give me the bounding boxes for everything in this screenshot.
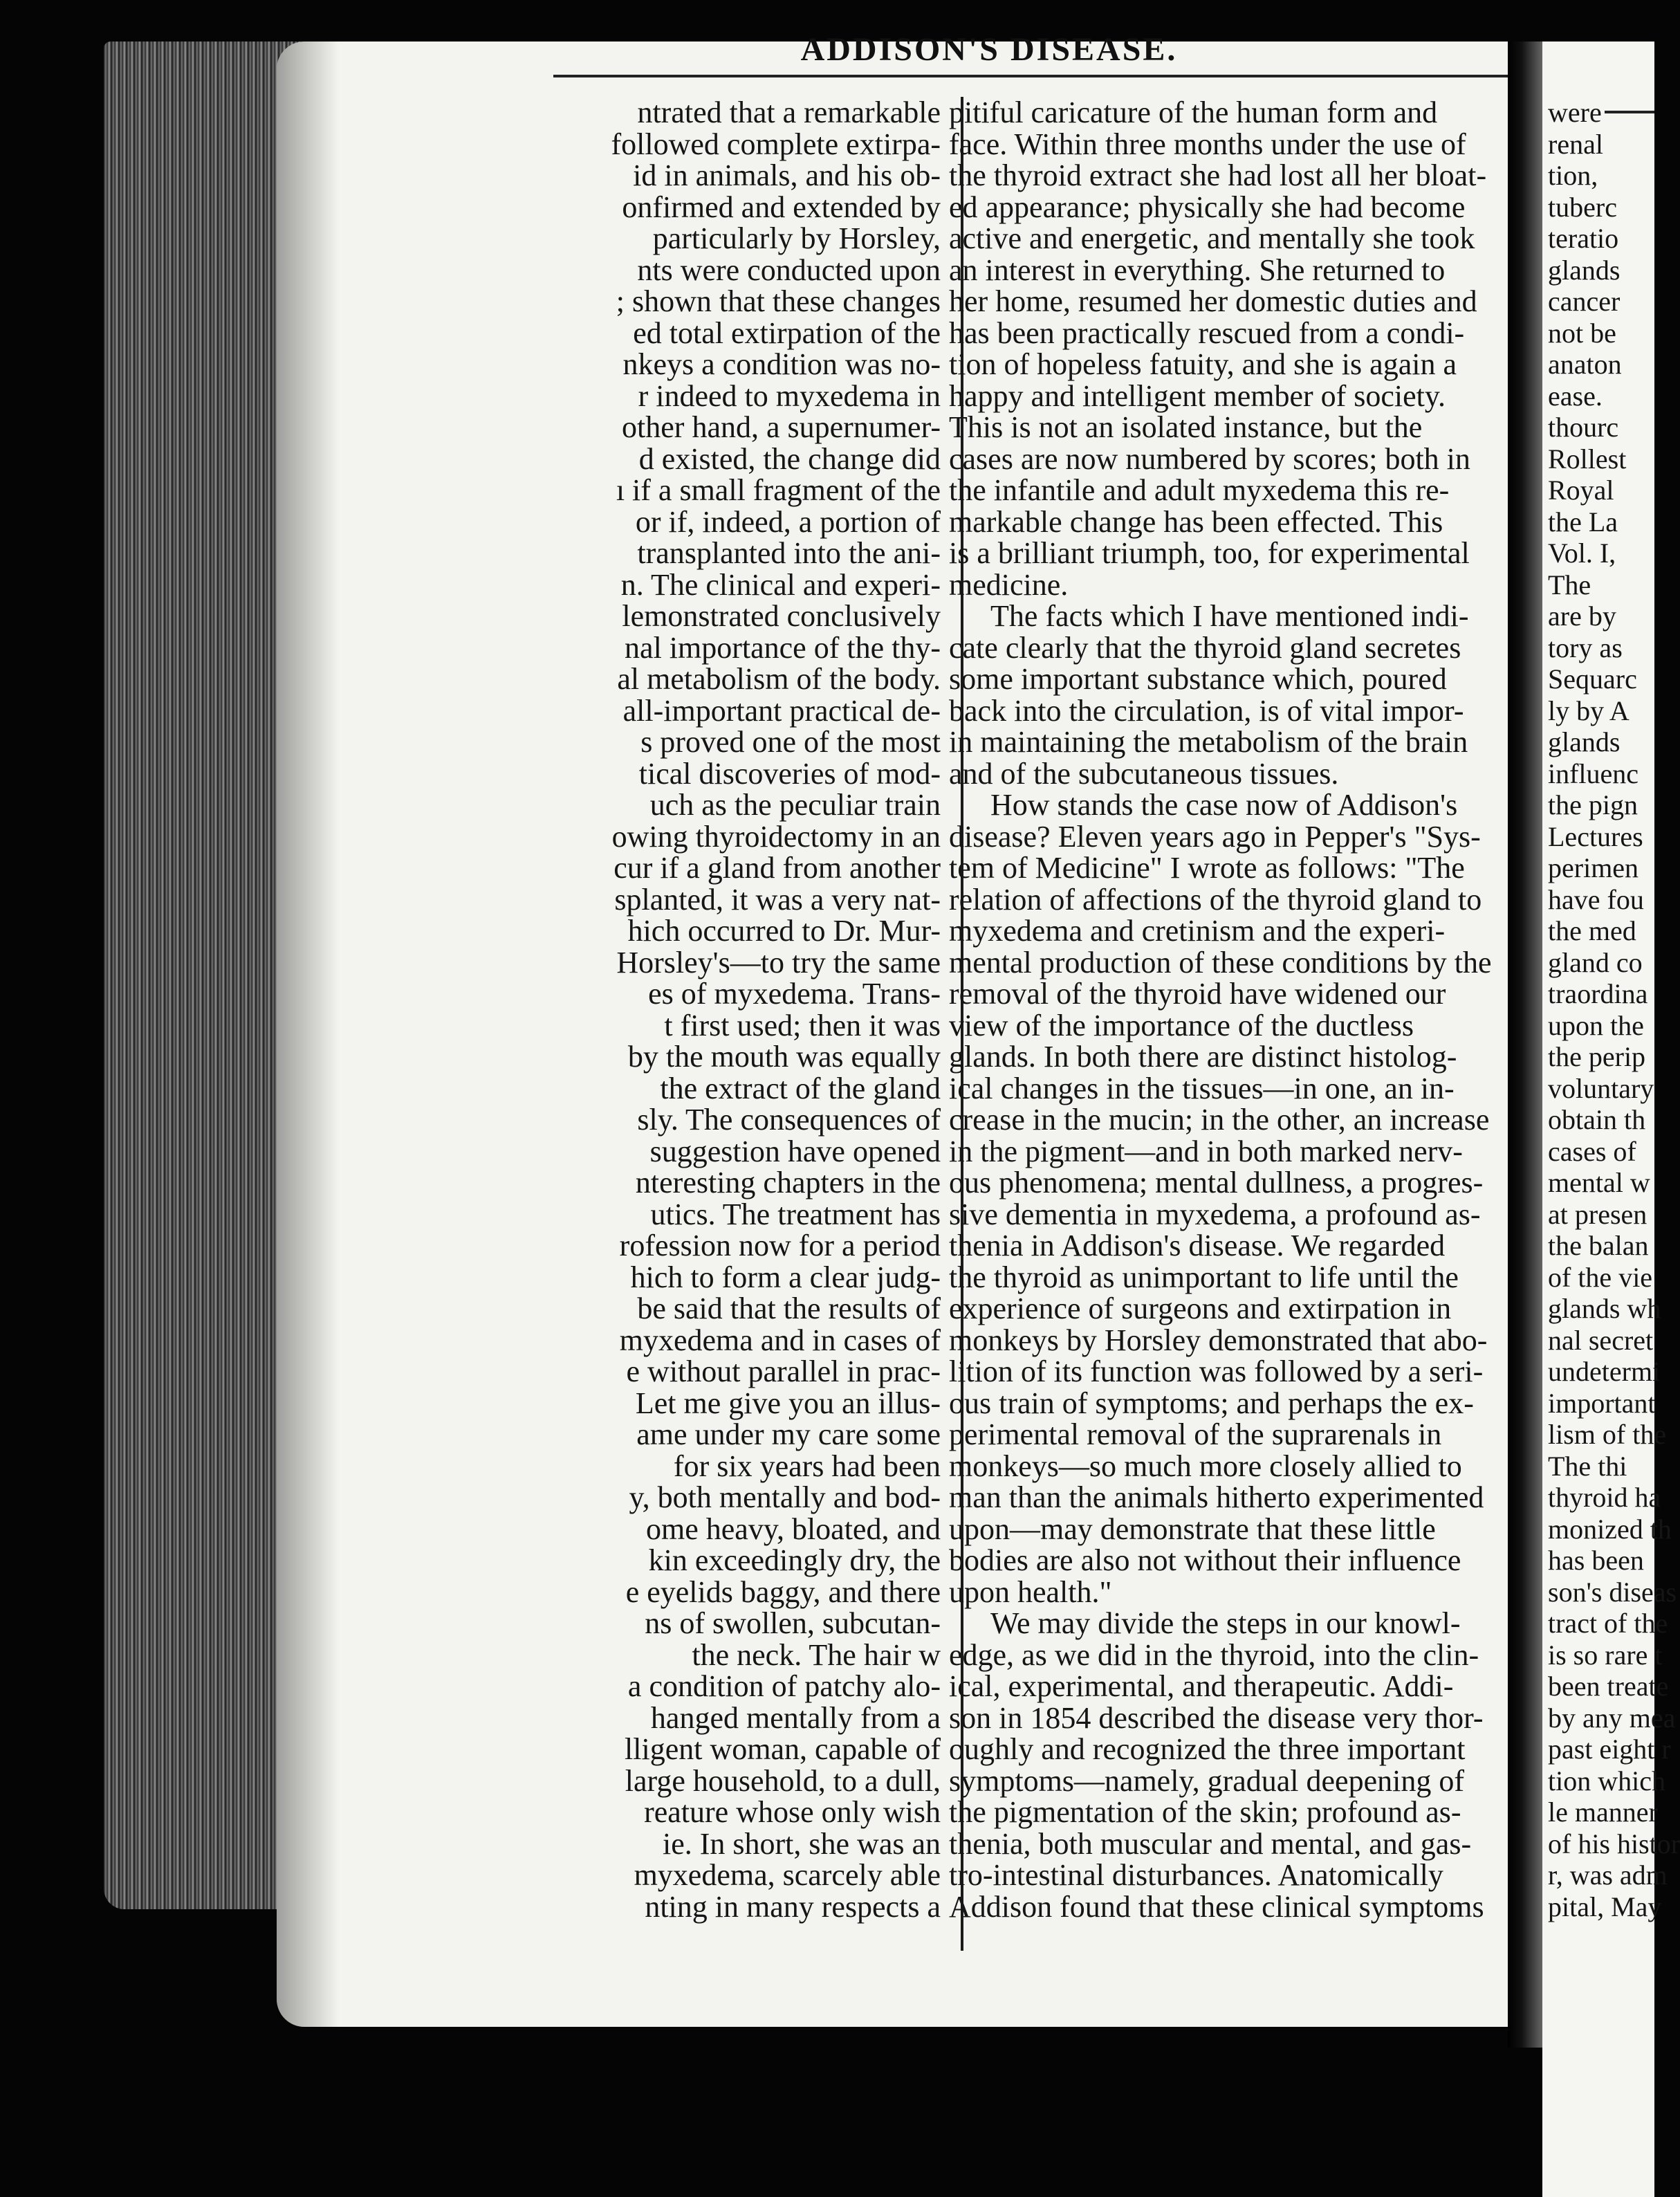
text-line: al metabolism of the body. — [617, 662, 941, 696]
text-line: of his histor — [1548, 1828, 1680, 1859]
text-line: cases are now numbered by scores; both in — [949, 441, 1470, 476]
text-line: the balan — [1548, 1230, 1649, 1261]
text-line: and of the subcutaneous tissues. — [949, 756, 1339, 791]
text-line: thenia in Addison's disease. We regarded — [949, 1229, 1446, 1262]
text-line: the La — [1548, 506, 1618, 537]
text-line: other hand, a supernumer- — [622, 410, 941, 444]
text-line: sive dementia in myxedema, a profound as- — [949, 1197, 1481, 1231]
text-line: for six years had been — [673, 1449, 941, 1483]
text-line: the pign — [1548, 789, 1638, 820]
text-line: are by — [1548, 600, 1616, 632]
text-line: d existed, the change did — [638, 441, 941, 476]
text-line: hich to form a clear judg- — [630, 1260, 941, 1294]
text-line: cate clearly that the thyroid gland secretes — [949, 630, 1461, 665]
text-column-left — [553, 97, 941, 1922]
header-rule — [553, 75, 1508, 77]
text-line: e without parallel in prac- — [626, 1354, 941, 1388]
text-line: ly by A — [1548, 695, 1630, 726]
text-line: the extract of the gland — [660, 1071, 941, 1105]
text-line: tion of hopeless fatuity, and she is again a — [949, 347, 1457, 381]
text-line: reature whose only wish — [644, 1795, 941, 1829]
text-line: We may divide the steps in our knowl- — [990, 1606, 1461, 1640]
text-line: perimen — [1548, 852, 1639, 883]
text-line: Lectures — [1548, 820, 1643, 852]
text-line: happy and intelligent member of society. — [949, 378, 1446, 413]
text-line: nteresting chapters in the — [635, 1166, 941, 1199]
text-line: large household, to a dull, — [625, 1763, 941, 1798]
text-line: myxedema, scarcely able — [634, 1858, 941, 1892]
text-line: some important substance which, poured — [949, 662, 1447, 696]
text-line: ame under my care some — [636, 1417, 941, 1451]
text-line: oughly and recognized the three important — [949, 1732, 1466, 1766]
text-line: thenia, both muscular and mental, and gas- — [949, 1826, 1472, 1861]
text-line: es of myxedema. Trans- — [648, 977, 941, 1011]
text-line: n. The clinical and experi- — [620, 567, 941, 602]
text-line: t first used; then it was — [664, 1008, 941, 1042]
text-line: transplanted into the ani- — [637, 536, 941, 570]
text-line: traordina — [1548, 978, 1648, 1009]
text-line: the infantile and adult myxedema this re- — [949, 473, 1450, 507]
text-line: has been practically rescued from a condi- — [949, 315, 1465, 350]
text-line: tract of the — [1548, 1608, 1668, 1639]
text-line: be said that the results of — [637, 1291, 941, 1325]
text-line: tion which — [1548, 1765, 1665, 1796]
text-line: a condition of patchy alo- — [627, 1669, 941, 1703]
text-line: tion, — [1548, 160, 1598, 191]
running-head: ADDISON'S DISEASE. — [800, 31, 1178, 68]
text-line: nal importance of the thy- — [625, 630, 941, 665]
text-line: active and energetic, and mentally she took — [949, 221, 1475, 255]
text-line: followed complete extirpa- — [611, 127, 941, 161]
text-line: tical discoveries of mod- — [638, 756, 941, 791]
text-line: all-important practical de- — [622, 693, 941, 728]
text-line: disease? Eleven years ago in Pepper's "Sys- — [949, 819, 1481, 854]
text-line: thyroid ha — [1548, 1482, 1661, 1513]
text-line: son's diseas — [1548, 1576, 1677, 1608]
text-line: nting in many respects a — [645, 1889, 941, 1924]
text-line: Sequarc — [1548, 663, 1637, 695]
text-line: obtain th — [1548, 1104, 1646, 1135]
text-line: her home, resumed her domestic duties and — [949, 284, 1477, 318]
text-line: The — [1548, 569, 1591, 600]
text-line: markable change has been effected. This — [949, 504, 1443, 539]
text-line: in the pigment—and in both marked nerv- — [949, 1134, 1463, 1168]
text-line: Let me give you an illus- — [635, 1386, 941, 1420]
text-line: by any mea — [1548, 1702, 1676, 1734]
text-line: nkeys a condition was no- — [622, 347, 941, 381]
text-line: voluntary — [1548, 1072, 1654, 1104]
text-line: nts were conducted upon — [637, 252, 941, 287]
text-line: mental w — [1548, 1167, 1650, 1198]
text-line: lism of the — [1548, 1419, 1667, 1450]
text-line: glands — [1548, 254, 1621, 286]
text-line: perimental removal of the suprarenals in — [949, 1417, 1442, 1451]
text-column-middle — [949, 97, 1523, 1922]
text-line: splanted, it was a very nat- — [614, 882, 941, 917]
text-line: e eyelids baggy, and there — [625, 1574, 941, 1609]
text-line: ous train of symptoms; and perhaps the ex- — [949, 1386, 1474, 1420]
text-line: anaton — [1548, 349, 1622, 380]
text-line: the perip — [1548, 1041, 1646, 1072]
text-line: the neck. The hair w — [692, 1637, 941, 1672]
text-line: Royal — [1548, 475, 1614, 506]
text-line: le manner — [1548, 1796, 1658, 1828]
text-line: particularly by Horsley, — [652, 221, 941, 255]
page-curl-shadow — [277, 42, 339, 2027]
text-line: tuberc — [1548, 191, 1617, 223]
text-line: thourc — [1548, 412, 1619, 443]
text-line: The facts which I have mentioned indi- — [990, 599, 1469, 633]
text-line: lition of its function was followed by a seri- — [949, 1354, 1484, 1388]
text-line: is so rare t — [1548, 1639, 1663, 1671]
text-line: tem of Medicine" I wrote as follows: "The — [949, 851, 1465, 885]
text-line: been treate — [1548, 1671, 1669, 1702]
text-line: not be — [1548, 317, 1616, 349]
text-line: ı if a small fragment of the — [616, 473, 941, 507]
text-line: gland co — [1548, 946, 1643, 978]
text-line: ical, experimental, and therapeutic. Addi- — [949, 1669, 1454, 1703]
text-line: the thyroid extract she had lost all her bloat- — [949, 158, 1487, 192]
text-line: utics. The treatment has — [650, 1197, 941, 1231]
text-line: influenc — [1548, 757, 1639, 789]
text-line: monkeys—so much more closely allied to — [949, 1449, 1462, 1483]
text-line: pitiful caricature of the human form and — [949, 95, 1438, 129]
text-line: y, both mentally and bod- — [629, 1480, 941, 1514]
text-line: ous phenomena; mental dullness, a progres- — [949, 1166, 1484, 1199]
text-line: symptoms—namely, gradual deepening of — [949, 1763, 1464, 1798]
text-column-right — [1548, 97, 1680, 1922]
text-line: glands — [1548, 726, 1621, 757]
text-line: upon—may demonstrate that these little — [949, 1511, 1436, 1546]
text-line: past eight r — [1548, 1734, 1671, 1765]
text-line: cur if a gland from another — [613, 851, 941, 885]
text-line: experience of surgeons and extirpation in — [949, 1291, 1452, 1325]
text-line: s proved one of the most — [640, 725, 941, 759]
text-line: rofession now for a period — [619, 1229, 941, 1262]
text-line: or if, indeed, a portion of — [635, 504, 941, 539]
text-line: The thi — [1548, 1450, 1627, 1482]
text-line: hich occurred to Dr. Mur- — [627, 914, 941, 948]
text-line: teratio — [1548, 223, 1619, 254]
text-line: Rollest — [1548, 443, 1627, 475]
text-line: ed appearance; physically she had become — [949, 190, 1466, 224]
text-line: r, was adm — [1548, 1859, 1668, 1891]
text-line: suggestion have opened — [649, 1134, 941, 1168]
text-line: face. Within three months under the use of — [949, 127, 1466, 161]
text-line: monized th — [1548, 1513, 1672, 1545]
text-line: the thyroid as unimportant to life until the — [949, 1260, 1459, 1294]
text-line: medicine. — [949, 567, 1069, 602]
text-line: owing thyroidectomy in an — [611, 819, 941, 854]
text-line: view of the importance of the ductless — [949, 1008, 1414, 1042]
text-line: glands. In both there are distinct histolog- — [949, 1040, 1457, 1074]
text-line: undetermi — [1548, 1356, 1661, 1387]
text-line: id in animals, and his ob- — [633, 158, 941, 192]
text-line: upon health." — [949, 1574, 1112, 1609]
text-line: ical changes in the tissues—in one, an in- — [949, 1071, 1455, 1105]
text-line: nal secret — [1548, 1324, 1654, 1356]
text-line: Vol. I, — [1548, 537, 1616, 569]
text-line: cases of — [1548, 1135, 1636, 1167]
text-line: edge, as we did in the thyroid, into the clin- — [949, 1637, 1479, 1672]
text-line: at presen — [1548, 1198, 1647, 1230]
text-line: This is not an isolated instance, but the — [949, 410, 1423, 444]
text-line: ome heavy, bloated, and — [646, 1511, 941, 1546]
text-line: ease. — [1548, 380, 1603, 412]
text-line: cancer — [1548, 286, 1621, 317]
text-line: have fou — [1548, 883, 1644, 915]
text-line: the pigmentation of the skin; profound as- — [949, 1795, 1461, 1829]
text-line: tory as — [1548, 632, 1623, 663]
text-line: bodies are also not without their influence — [949, 1543, 1461, 1577]
text-line: son in 1854 described the disease very thor- — [949, 1700, 1484, 1735]
text-line: relation of affections of the thyroid gland to — [949, 882, 1482, 917]
text-line: uch as the peculiar train — [649, 788, 941, 822]
text-line: monkeys by Horsley demonstrated that abo- — [949, 1323, 1488, 1357]
text-line: Addison found that these clinical symptoms — [949, 1889, 1484, 1924]
text-line: mental production of these conditions by the — [949, 945, 1492, 980]
text-line: important — [1548, 1387, 1656, 1419]
text-line: renal — [1548, 128, 1603, 160]
text-line: back into the circulation, is of vital impor- — [949, 693, 1464, 728]
text-line: sly. The consequences of — [637, 1103, 941, 1137]
text-line: an interest in everything. She returned to — [949, 252, 1446, 287]
text-line: Horsley's—to try the same — [616, 945, 941, 980]
text-line: the med — [1548, 915, 1636, 946]
text-line: pital, May — [1548, 1891, 1662, 1922]
text-line: onfirmed and extended by — [622, 190, 941, 224]
text-line: tro-intestinal disturbances. Anatomically — [949, 1858, 1443, 1892]
text-line: ; shown that these changes — [616, 284, 941, 318]
text-line: by the mouth was equally — [627, 1040, 941, 1074]
text-line: crease in the mucin; in the other, an increase — [949, 1103, 1490, 1137]
text-line: ed total extirpation of the — [633, 315, 941, 350]
text-line: kin exceedingly dry, the — [648, 1543, 941, 1577]
book-gutter — [1508, 42, 1542, 2048]
text-line: upon the — [1548, 1009, 1644, 1041]
text-line: of the vie — [1548, 1261, 1653, 1293]
text-line: myxedema and cretinism and the experi- — [949, 914, 1446, 948]
text-line: were — [1548, 97, 1602, 128]
text-line: hanged mentally from a — [650, 1700, 941, 1735]
text-line: r indeed to myxedema in — [638, 378, 941, 413]
text-line: How stands the case now of Addison's — [990, 788, 1458, 822]
text-line: lemonstrated conclusively — [622, 599, 941, 633]
text-line: lligent woman, capable of — [625, 1732, 941, 1766]
text-line: in maintaining the metabolism of the brain — [949, 725, 1468, 759]
text-line: is a brilliant triumph, too, for experimental — [949, 536, 1470, 570]
text-line: ntrated that a remarkable — [637, 95, 941, 129]
text-line: myxedema and in cases of — [619, 1323, 941, 1357]
text-line: ns of swollen, subcutan- — [645, 1606, 941, 1640]
text-line: glands wh — [1548, 1293, 1661, 1324]
text-line: removal of the thyroid have widened our — [949, 977, 1446, 1011]
text-line: has been — [1548, 1545, 1644, 1576]
text-line: man than the animals hitherto experimented — [949, 1480, 1484, 1514]
text-line: ie. In short, she was an — [662, 1826, 941, 1861]
